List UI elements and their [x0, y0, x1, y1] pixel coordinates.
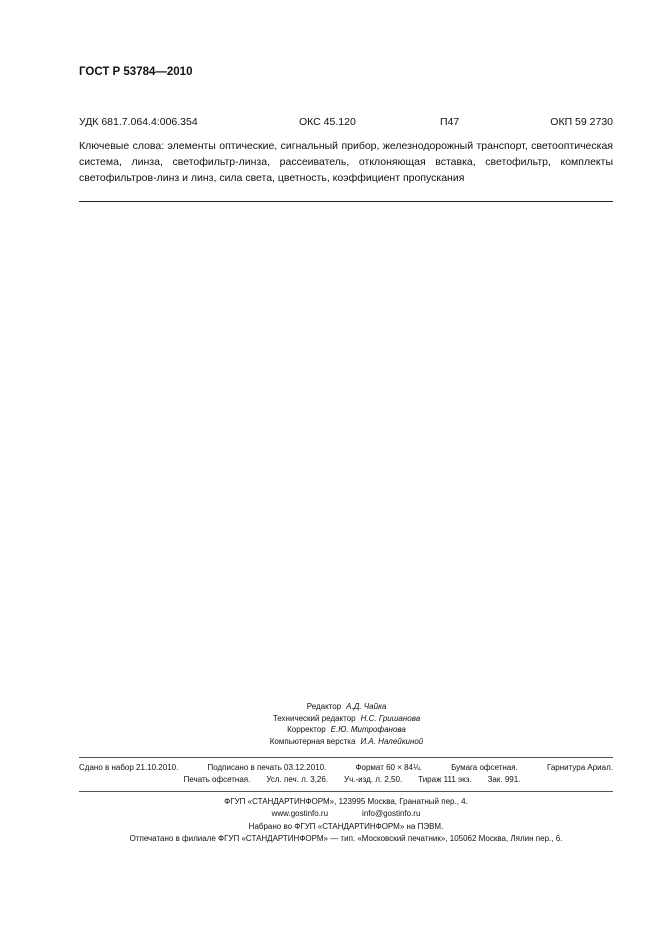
print-info-item: Тираж 111 экз. [418, 775, 472, 784]
credit-name: А.Д. Чайка [346, 702, 387, 711]
credit-role: Компьютерная верстка [269, 736, 356, 746]
gost-number-header: ГОСТ Р 53784—2010 [79, 66, 193, 78]
credit-corrector [16, 724, 661, 736]
credit-technical-editor [16, 713, 661, 725]
print-info-line-2 [79, 774, 613, 786]
publisher-address: ФГУП «СТАНДАРТИНФОРМ», 123995 Москва, Гранатный пер., 4. [224, 797, 468, 806]
classification-row [79, 116, 613, 130]
print-info-item: Бумага офсетная. [451, 763, 518, 772]
group-code: П47 [440, 116, 460, 128]
divider-top [79, 201, 613, 202]
credits-block [0, 701, 661, 747]
publisher-email: info@gostinfo.ru [362, 809, 421, 819]
print-info-item: Уч.-изд. л. 2,50. [344, 775, 403, 784]
publisher-typeset: Набрано во ФГУП «СТАНДАРТИНФОРМ» на ПЭВМ. [248, 821, 444, 831]
print-info-line-1 [79, 762, 613, 774]
credit-layout [16, 736, 661, 748]
divider-publisher-top [79, 791, 613, 792]
publisher-contacts [79, 808, 613, 820]
credit-name: И.А. Налейкиной [360, 736, 424, 746]
divider-print-top [79, 757, 613, 758]
credit-role: Редактор [306, 702, 342, 711]
print-info-item: Зак. 991. [487, 775, 521, 784]
oks-code: ОКС 45.120 [299, 116, 356, 128]
print-info-item: Печать офсетная. [183, 775, 251, 784]
credit-role: Технический редактор [272, 713, 356, 723]
keywords-text: Ключевые слова: элементы оптические, сигнальный прибор, железнодорожный транспорт, светооптическая система, линза, светофильтр-линза, рассеиватель, отклоняющая вставка, светофильтр, комплекты светофильтров-линз и линз, сила света, цветность, коэффициент пропускания [79, 140, 613, 184]
print-info-item: Формат 60 × 84⅛. [355, 763, 422, 772]
print-info-block [79, 762, 613, 786]
keywords-block [79, 138, 613, 186]
credit-name: Е.Ю. Митрофанова [330, 725, 406, 734]
publisher-printed: Отпечатано в филиале ФГУП «СТАНДАРТИНФОРМ» — тип. «Московский печатник», 105062 Москва, Лялин пер., 6. [129, 834, 563, 844]
credit-name: Н.С. Гришанова [360, 713, 421, 723]
print-info-item: Гарнитура Ариал. [546, 763, 613, 772]
print-info-item: Сдано в набор 21.10.2010. [79, 763, 179, 772]
okp-code: ОКП 59 2730 [550, 116, 613, 128]
print-info-item: Подписано в печать 03.12.2010. [207, 763, 327, 772]
publisher-block [79, 796, 613, 846]
udk-code: УДК 681.7.064.4:006.354 [79, 116, 198, 128]
credit-editor [16, 701, 661, 713]
credit-role: Корректор [287, 725, 326, 734]
print-info-item: Усл. печ. л. 3,26. [266, 775, 329, 784]
publisher-website: www.gostinfo.ru [271, 809, 329, 819]
